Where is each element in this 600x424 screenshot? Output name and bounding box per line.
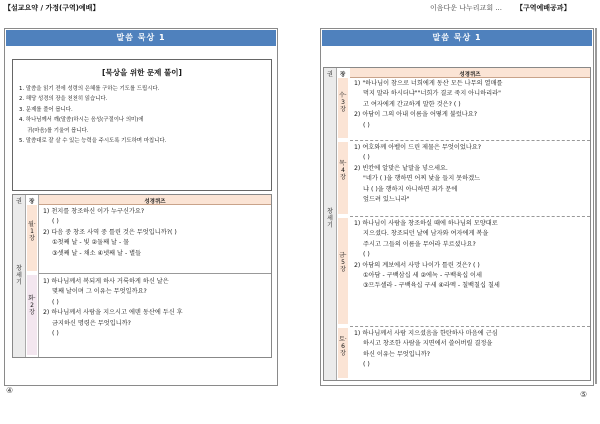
answer-blank: ( )	[363, 251, 370, 259]
chapter-label-tue: 화·2장	[28, 295, 36, 317]
quiz-line: 1) 하나님께서 복되게 하사 거룩하게 하신 날은	[43, 278, 169, 285]
right-header-church: 이음다운 나누리교회 ...	[430, 4, 502, 12]
rule-1: 1. 말씀을 읽기 전에 성령의 은혜를 구하는 기도를 드립시다.	[19, 86, 160, 92]
right-section-fri	[354, 219, 500, 292]
quiz-heading: 성경퀴즈	[144, 198, 166, 205]
section-divider	[350, 140, 590, 141]
quiz-line: 하신 이유는 무엇입니까?	[363, 350, 430, 358]
right-section-wed	[354, 79, 502, 131]
quiz-line: 엎드려 있느니라"	[363, 196, 410, 204]
rule-4: 4. 하나님께서 깨(말씀)하시는 음성(구절이나 의미)에	[19, 117, 144, 124]
rule-5: 5. 말씀대로 잘 살 수 있는 능력을 주시도록 기도하며 마칩니다.	[19, 138, 167, 145]
left-page-number: ④	[6, 386, 14, 395]
quiz-line: 주시고 그들의 이름을 무어라 부르셨나요?	[363, 240, 476, 248]
quiz-line: 1) 하나님께서 사람 지으셨음을 한탄하사 마음에 근심	[354, 330, 498, 337]
left-banner: 말씀 묵상 1	[6, 30, 276, 46]
right-page-number: ⑤	[580, 390, 588, 399]
chapter-wed-cell	[338, 78, 348, 138]
book-col-heading: 권	[16, 198, 22, 205]
quiz-line: "네가 ( )을 행하면 어찌 낯을 들지 못하겠느	[363, 175, 481, 183]
rule-2: 2. 해당 성경의 장을 천천히 읽습니다.	[19, 96, 108, 103]
rule-4-continued: 귀(마음)를 기울여 봅니다.	[27, 127, 89, 134]
chapter-label-thu: 목·4장	[339, 160, 347, 182]
quiz-line: 1) 여호와께 아벨이 드린 제물은 무엇이었나요?	[354, 144, 482, 151]
quiz-line: 1) 천지를 창조하신 이가 누구신가요?	[43, 208, 145, 215]
chapter-label-sat: 토·6장	[339, 336, 347, 358]
quiz-line: 고 여자에게 간교하게 말한 것은? ( )	[363, 100, 461, 108]
quiz-option: ③므두셀라 - 구백육십 구세 ④라멕 - 칠백칠십 칠세	[363, 282, 500, 290]
section-divider	[350, 216, 590, 217]
chapter-label-wed: 수·3장	[339, 92, 347, 114]
meditation-title: [묵상을 위한 문제 풀이]	[102, 68, 182, 77]
left-section-mon	[43, 207, 177, 259]
chapter-label-fri: 금·5장	[339, 252, 347, 274]
right-header-title: 【구역예배공과】	[516, 4, 571, 12]
book-label: 창세기	[327, 208, 333, 230]
right-quiz-table	[323, 67, 591, 381]
right-section-thu	[354, 143, 481, 205]
meditation-rules	[19, 84, 166, 146]
chapter-mon-cell	[27, 205, 37, 271]
chapter-heading: 장	[340, 72, 346, 78]
quiz-line: 2) 빈칸에 알맞은 낱말을 넣으세요.	[354, 164, 448, 172]
quiz-line: 몇째 날이며 그 이유는 무엇일까요?	[52, 288, 147, 296]
section-divider	[350, 326, 590, 327]
quiz-line: 금지하신 명령은 무엇입니까?	[52, 319, 131, 327]
answer-blank: ( )	[52, 218, 59, 226]
right-section-sat	[354, 329, 498, 371]
quiz-option: ①아담 - 구백삼십 세 ②에녹 - 구백육십 이세	[363, 272, 482, 280]
quiz-line: 2) 하나님께서 사람을 지으시고 에덴 동산에 두신 후	[43, 309, 183, 317]
quiz-heading-cell	[39, 195, 271, 205]
quiz-line: 2) 다음 중 창조 사역 중 틀린 것은 무엇입니까?( )	[43, 228, 177, 236]
quiz-line: 1) 하나님이 사람을 창조하실 때에 하나님의 모양대로	[354, 220, 498, 227]
quiz-line: 지으셨다. 창조되던 날에 남자와 여자에게 복을	[363, 230, 489, 238]
quiz-heading-cell	[350, 68, 590, 78]
answer-blank: ( )	[363, 361, 370, 369]
answer-blank: ( )	[52, 298, 59, 306]
quiz-line: 1) "하나님이 참으로 너희에게 동산 모든 나무의 열매를	[354, 80, 503, 87]
quiz-line: 먹지 말라 하시더냐""너희가 결코 죽지 아니하리라"	[363, 90, 501, 98]
left-quiz-table	[12, 194, 272, 358]
meditation-guide	[12, 59, 272, 191]
chapter-sat-cell	[338, 328, 348, 378]
answer-blank: ( )	[363, 121, 370, 129]
left-section-tue	[43, 277, 183, 339]
right-banner: 말씀 묵상 1	[322, 30, 592, 46]
chapter-thu-cell	[338, 142, 348, 214]
section-divider	[39, 273, 271, 274]
quiz-option: ①첫째 날 - 빛 ②둘째 날 - 물	[52, 239, 130, 247]
rule-3: 3. 문제를 풀어 봅니다.	[19, 106, 73, 113]
quiz-option: ③셋째 날 - 채소 ④넷째 날 - 별들	[52, 249, 142, 257]
quiz-line: 2) 아담의 계보에서 사망 나이가 틀린 것은? ( )	[354, 261, 480, 269]
left-header-title: 【설교요약 / 가정(구역)예배】	[4, 4, 100, 12]
book-column	[324, 68, 337, 380]
chapter-tue-cell	[27, 275, 37, 355]
left-page	[4, 28, 278, 386]
chapter-label-mon: 월·1장	[28, 221, 36, 243]
scrollbar-track	[595, 28, 597, 384]
quiz-line: 2) 아담이 그의 아내 이름을 어떻게 불렀나요?	[354, 111, 478, 119]
answer-blank: ( )	[52, 330, 59, 338]
answer-blank: ( )	[363, 154, 370, 162]
chapter-fri-cell	[338, 218, 348, 324]
right-page	[320, 28, 594, 386]
quiz-line: 하시고 창조한 사람을 지면에서 쓸어버릴 결정을	[363, 340, 493, 348]
quiz-line: 냐 ( )을 행하지 아니하면 죄가 문에	[363, 185, 458, 193]
quiz-heading: 성경퀴즈	[459, 71, 481, 78]
chapter-heading: 장	[29, 199, 35, 205]
book-column	[13, 195, 26, 357]
book-label: 창세기	[16, 265, 22, 287]
book-col-heading: 권	[327, 71, 333, 78]
